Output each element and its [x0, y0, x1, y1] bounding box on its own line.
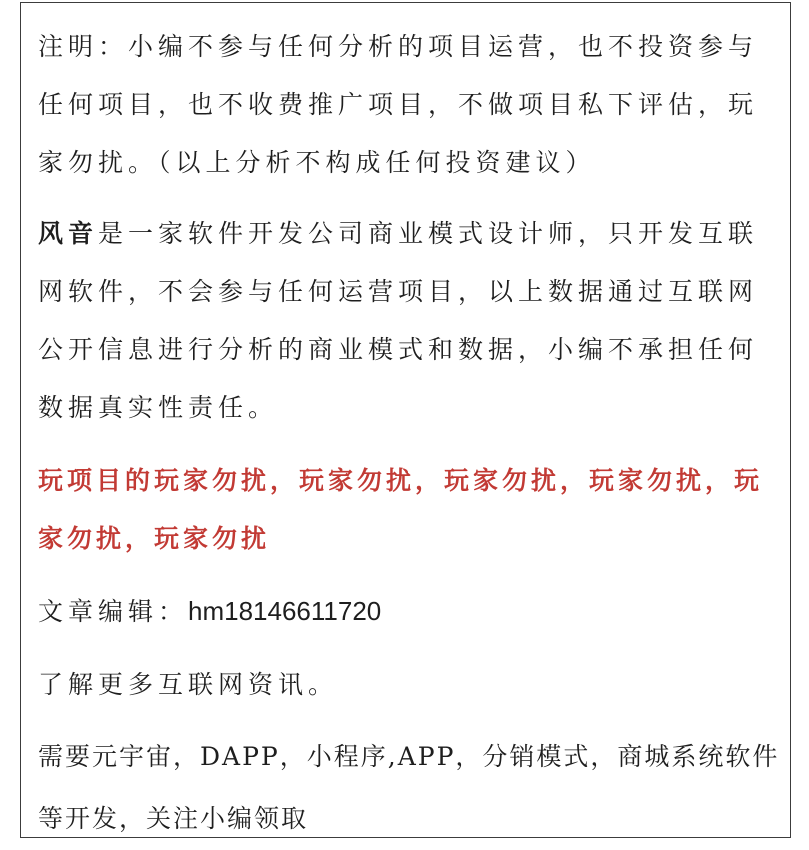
warning-text: 玩项目的玩家勿扰，玩家勿扰，玩家勿扰，玩家勿扰，玩家勿扰，玩家勿扰: [38, 466, 764, 553]
editor-paragraph: [38, 582, 781, 641]
disclaimer-paragraph: [38, 18, 781, 192]
disclaimer-text: 注明：小编不参与任何分析的项目运营，也不投资参与任何项目，也不收费推广项目，不做项目私下评估，玩家勿扰。（以上分析不构成任何投资建议）: [38, 32, 759, 177]
editor-label: 文章编辑：: [38, 597, 189, 626]
company-paragraph: [38, 205, 781, 437]
company-description: 是一家软件开发公司商业模式设计师，只开发互联网软件，不会参与任何运营项目，以上数据通过互联网公开信息进行分析的商业模式和数据，小编不承担任何数据真实性责任。: [38, 219, 759, 422]
info-paragraph: [38, 656, 781, 714]
services-text: 需要元宇宙，DAPP，小程序,APP，分销模式，商城系统软件等开发，关注小编领取: [38, 742, 780, 833]
services-paragraph: [38, 726, 781, 850]
warning-paragraph: [38, 452, 781, 568]
info-text: 了解更多互联网资讯。: [38, 670, 339, 699]
editor-contact: hm18146611720: [188, 596, 382, 626]
brand-name: 风音: [38, 219, 99, 248]
